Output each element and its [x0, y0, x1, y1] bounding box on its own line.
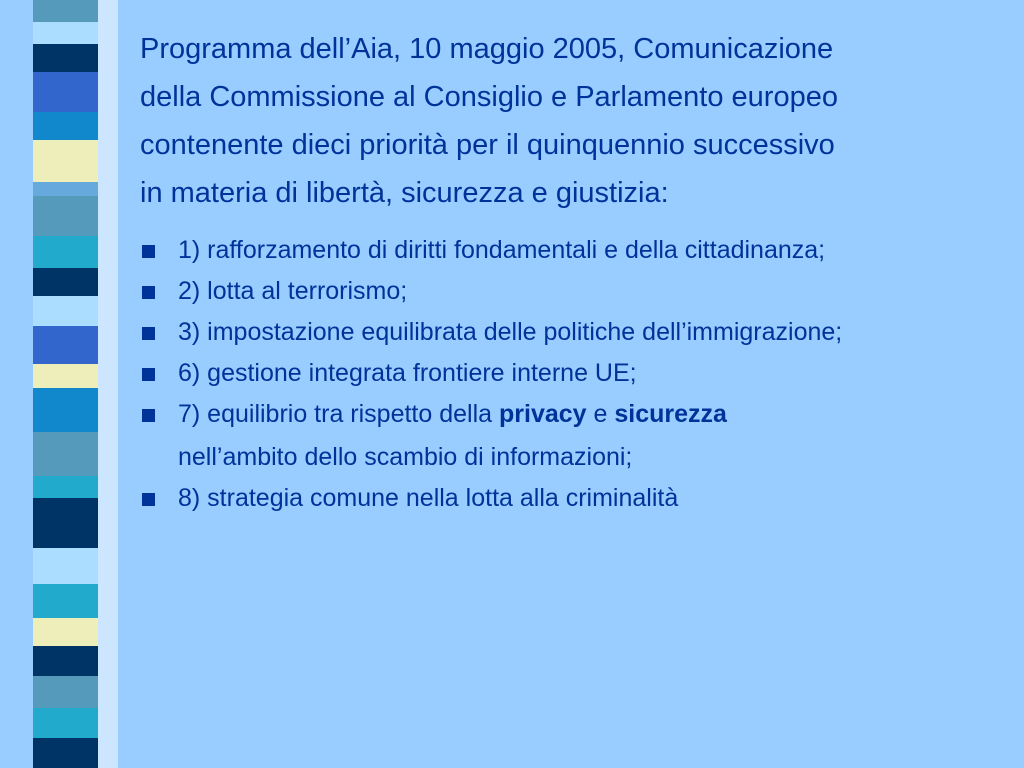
list-item	[140, 275, 1000, 308]
slide-content	[140, 30, 1000, 523]
strip-block	[33, 44, 98, 72]
list-item	[140, 234, 1000, 267]
list-item-text: 3) impostazione equilibrata delle politiche dell’immigrazione;	[178, 318, 843, 346]
priority-list	[140, 234, 1000, 515]
strip-block	[33, 22, 98, 44]
square-bullet-icon	[142, 327, 155, 340]
intro-line-3: contenente dieci priorità per il quinquennio successivo	[140, 129, 835, 161]
strip-block	[33, 364, 98, 388]
strip-block	[33, 326, 98, 364]
strip-block	[33, 618, 98, 646]
strip-margin	[0, 0, 33, 768]
intro-line-4: in materia di libertà, sicurezza e giustizia:	[140, 177, 669, 209]
strip-block	[33, 72, 98, 112]
strip-block	[33, 498, 98, 548]
list-item-text: 6) gestione integrata frontiere interne UE;	[178, 359, 637, 387]
strip-block	[33, 112, 98, 140]
list-item	[140, 398, 1000, 474]
strip-block	[33, 296, 98, 326]
list-item-text-part1: 7) equilibrio tra rispetto della	[178, 400, 499, 428]
strip-block	[33, 388, 98, 432]
list-item	[140, 316, 1000, 349]
strip-block	[33, 476, 98, 498]
strip-block	[33, 140, 98, 182]
list-item-text: 1) rafforzamento di diritti fondamentali e della cittadinanza;	[178, 236, 826, 264]
list-item-bold-sicurezza: sicurezza	[614, 400, 727, 428]
decorative-strip	[0, 0, 118, 768]
strip-blocks	[33, 0, 98, 768]
strip-block	[33, 646, 98, 676]
strip-block	[33, 738, 98, 768]
list-item	[140, 357, 1000, 390]
strip-block	[33, 196, 98, 236]
strip-block	[33, 708, 98, 738]
square-bullet-icon	[142, 409, 155, 422]
strip-block	[33, 432, 98, 476]
square-bullet-icon	[142, 245, 155, 258]
strip-block	[33, 0, 98, 22]
list-item-continuation: nell’ambito dello scambio di informazioni;	[178, 443, 633, 471]
square-bullet-icon	[142, 368, 155, 381]
intro-line-1: Programma dell’Aia, 10 maggio 2005, Comunicazione	[140, 33, 834, 65]
strip-block	[33, 548, 98, 584]
strip-block	[33, 584, 98, 618]
list-item-text: 8) strategia comune nella lotta alla criminalità	[178, 484, 679, 512]
square-bullet-icon	[142, 286, 155, 299]
list-item-bold-privacy: privacy	[499, 400, 587, 428]
strip-block	[33, 236, 98, 268]
list-item-text: 2) lotta al terrorismo;	[178, 277, 408, 305]
list-item	[140, 482, 1000, 515]
strip-block	[33, 676, 98, 708]
intro-line-2: della Commissione al Consiglio e Parlamento europeo	[140, 81, 838, 113]
strip-block	[33, 268, 98, 296]
strip-block	[33, 182, 98, 196]
list-item-text-part2: e	[586, 400, 615, 428]
square-bullet-icon	[142, 493, 155, 506]
